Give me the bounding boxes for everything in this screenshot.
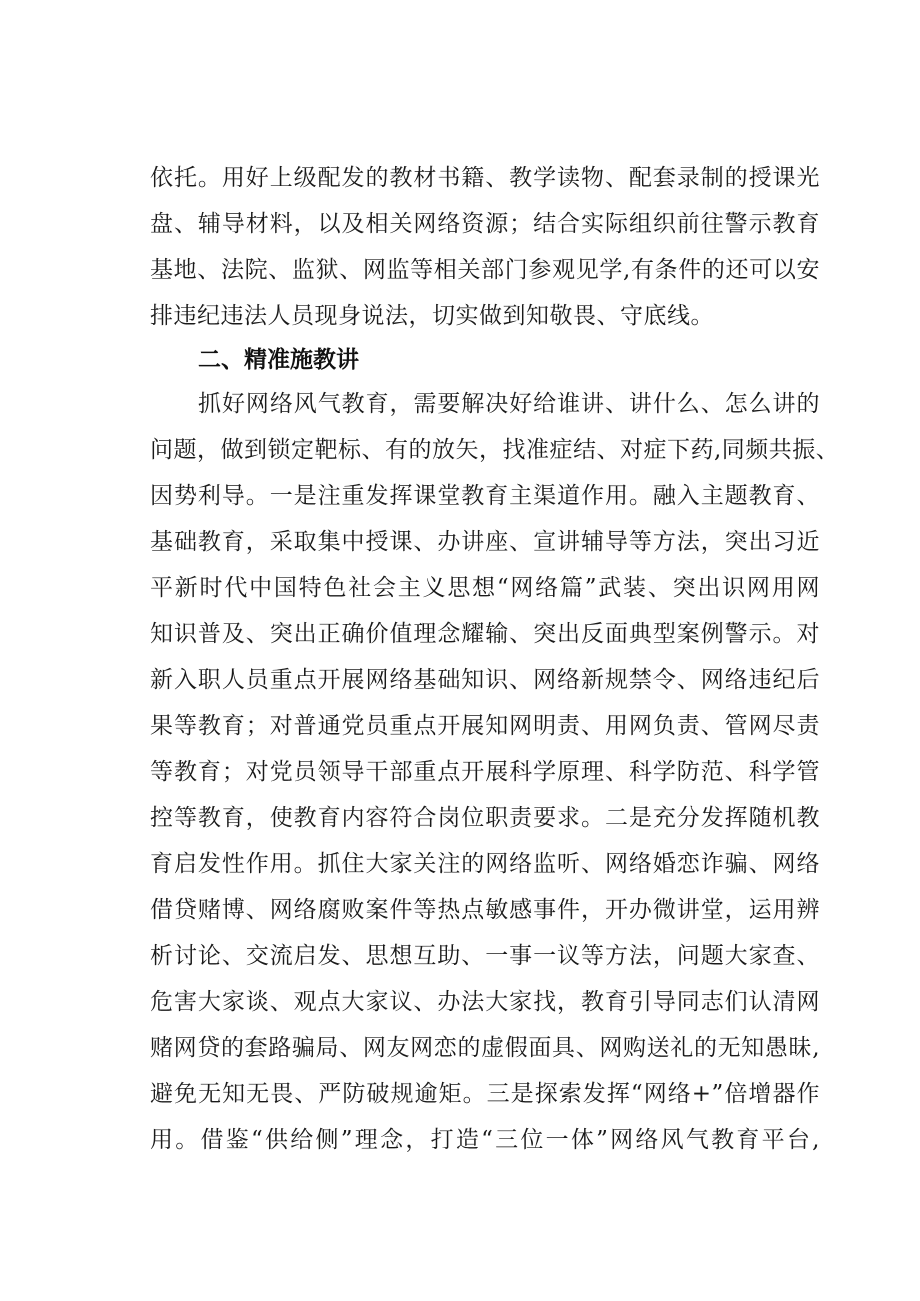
paragraph-2-line-10: 控等教育，使教育内容符合岗位职责要求。二是充分发挥随机教 — [150, 805, 820, 831]
paragraph-2-line-9: 等教育；对党员领导干部重点开展科学原理、科学防范、科学管 — [150, 759, 820, 785]
paragraph-2-line-6: 知识普及、突出正确价值理念耀输、突出反面典型案例警示。对 — [150, 621, 820, 647]
paragraph-2-line-1: 抓好网络风气教育，需要解决好给谁讲、讲什么、怎么讲的 — [198, 391, 820, 417]
paragraph-2-line-2: 问题，做到锁定靶标、有的放矢，找准症结、对症下药,同频共振、 — [150, 437, 840, 463]
paragraph-2-line-3: 因势利导。一是注重发挥课堂教育主渠道作用。融入主题教育、 — [150, 483, 820, 509]
paragraph-2-line-15: 赌网贷的套路骗局、网友网恋的虚假面具、网购送礼的无知愚昧, — [150, 1035, 820, 1061]
paragraph-2-line-13: 析讨论、交流启发、思想互助、一事一议等方法，问题大家查、 — [150, 943, 820, 969]
paragraph-2-line-17: 用。借鉴“供给侧”理念，打造“三位一体”网络风气教育平台, — [150, 1127, 820, 1153]
paragraph-1-line-1: 依托。用好上级配发的教材书籍、教学读物、配套录制的授课光 — [150, 165, 820, 191]
paragraph-1-line-4: 排违纪违法人员现身说法，切实做到知敬畏、守底线。 — [150, 303, 714, 329]
paragraph-2-line-14: 危害大家谈、观点大家议、办法大家找，教育引导同志们认清网 — [150, 989, 820, 1015]
paragraph-2-line-8: 果等教育；对普通党员重点开展知网明责、用网负责、管网尽责 — [150, 713, 820, 739]
paragraph-2-line-12: 借贷赌博、网络腐败案件等热点敏感事件，开办微讲堂，运用辨 — [150, 897, 820, 923]
paragraph-2-line-7: 新入职人员重点开展网络基础知识、网络新规禁令、网络违纪后 — [150, 667, 820, 693]
section-heading: 二、精准施教讲 — [198, 347, 359, 373]
paragraph-2-line-5: 平新时代中国特色社会主义思想“网络篇”武装、突出识网用网 — [150, 575, 820, 601]
paragraph-1-line-2: 盘、辅导材料，以及相关网络资源；结合实际组织前往警示教育 — [150, 211, 820, 237]
paragraph-1-line-3: 基地、法院、监狱、网监等相关部门参观见学,有条件的还可以安 — [150, 257, 820, 283]
paragraph-2-line-4: 基础教育，采取集中授课、办讲座、宣讲辅导等方法，突出习近 — [150, 529, 820, 555]
paragraph-2-line-11: 育启发性作用。抓住大家关注的网络监听、网络婚恋诈骗、网络 — [150, 851, 820, 877]
paragraph-2-line-16: 避免无知无畏、严防破规逾矩。三是探索发挥“网络+”倍增器作 — [150, 1081, 820, 1107]
